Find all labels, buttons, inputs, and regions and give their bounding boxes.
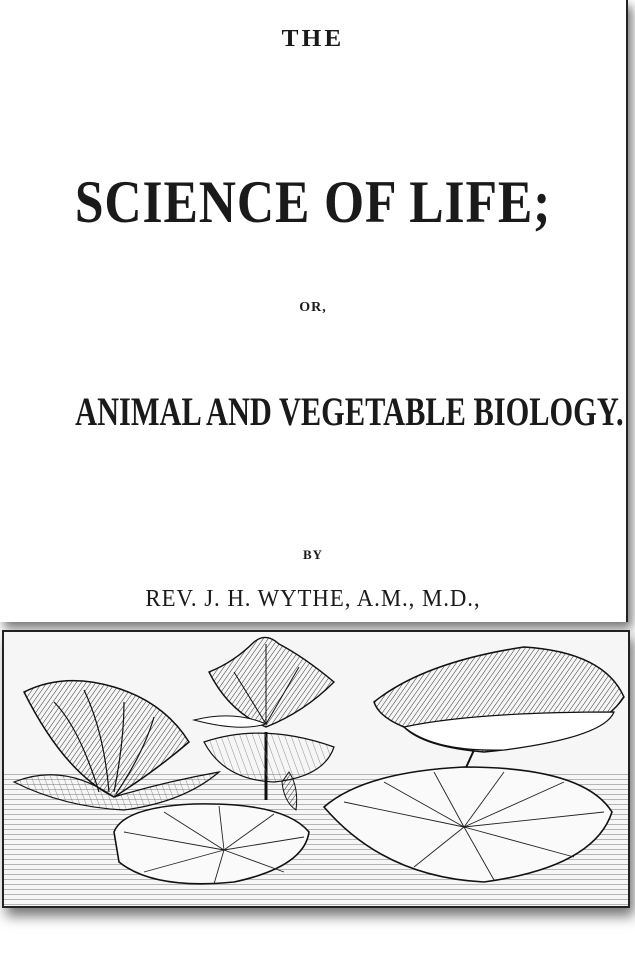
water-lily-illustration [2, 630, 630, 908]
book-title: SCIENCE OF LIFE; [74, 169, 552, 235]
title-article: THE [281, 26, 345, 52]
author-name: REV. J. H. WYTHE, A.M., M.D., [145, 586, 481, 612]
left-lily-flower [14, 681, 219, 810]
byline-label: BY [302, 547, 324, 562]
title-conjunction: OR, [299, 300, 327, 315]
book-subtitle: ANIMAL AND VEGETABLE BIOLOGY. [75, 389, 624, 434]
right-upturned-lily-leaf [374, 647, 624, 772]
water-lily-engraving [4, 632, 628, 906]
